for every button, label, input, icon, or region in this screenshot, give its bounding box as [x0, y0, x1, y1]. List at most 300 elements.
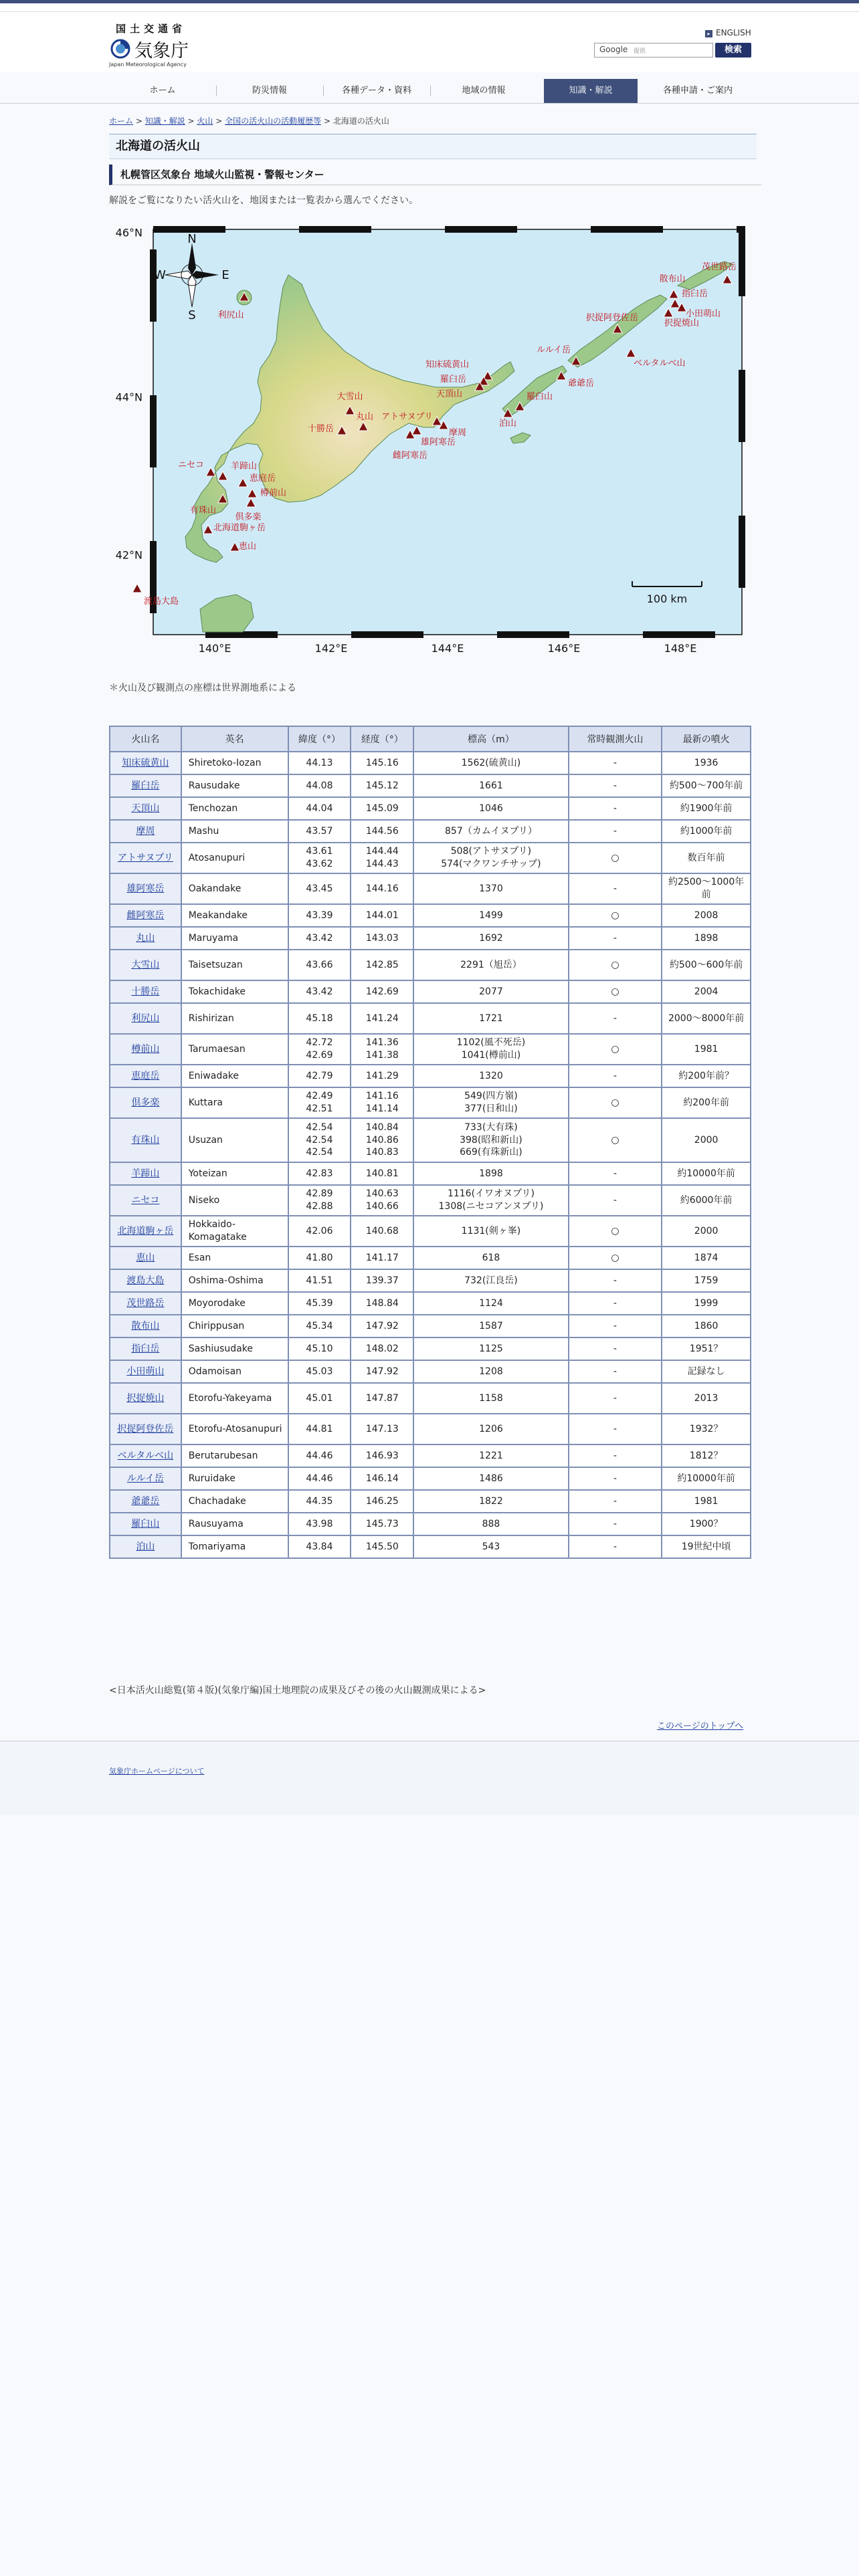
- volcano-name-cell: [110, 1034, 181, 1065]
- volcano-link[interactable]: 利尻山: [131, 1012, 160, 1024]
- volcano-name-cell: [110, 1315, 181, 1337]
- volcano-map-label[interactable]: 小田萌山: [686, 309, 721, 319]
- breadcrumb-sep: >: [185, 116, 197, 126]
- latitude-cell: 42.54 42.54 42.54: [288, 1118, 351, 1162]
- volcano-name-cell: [110, 1269, 181, 1292]
- english-name-cell: Tarumaesan: [181, 1034, 288, 1065]
- longitude-cell: 146.25: [351, 1490, 413, 1513]
- volcano-name-cell: [110, 1185, 181, 1216]
- elevation-cell: 1131(剣ヶ峯): [413, 1216, 568, 1247]
- table-row: [110, 1269, 751, 1292]
- compass-s: S: [188, 308, 196, 322]
- page-top-link[interactable]: このページのトップへ: [657, 1721, 744, 1731]
- english-name-cell: Etorofu-Atosanupuri: [181, 1414, 288, 1444]
- volcano-map-label[interactable]: 雄阿寒岳: [421, 437, 456, 447]
- volcano-marker[interactable]: [132, 584, 142, 593]
- volcano-name-cell: [110, 1414, 181, 1444]
- breadcrumb-knowledge[interactable]: 知識・解説: [145, 116, 185, 126]
- volcano-map-label[interactable]: 羊蹄山: [231, 461, 258, 471]
- elevation-cell: 618: [413, 1247, 568, 1269]
- table-row: [110, 1414, 751, 1444]
- elevation-cell: 732(江良岳): [413, 1269, 568, 1292]
- english-name-cell: Rausuyama: [181, 1513, 288, 1535]
- breadcrumb-history[interactable]: 全国の活火山の活動履歴等: [225, 116, 322, 126]
- latest-eruption-cell: 2000: [662, 1118, 751, 1162]
- longitude-cell: 141.16 141.14: [351, 1087, 413, 1118]
- col-header: 最新の噴火: [662, 726, 751, 752]
- volcano-link[interactable]: 択捉阿登佐岳: [117, 1423, 174, 1434]
- english-name-cell: Sashiusudake: [181, 1337, 288, 1360]
- volcano-name-cell: [110, 1444, 181, 1467]
- breadcrumb-sep: >: [213, 116, 225, 126]
- elevation-cell: 1721: [413, 1003, 568, 1034]
- volcano-name-cell: [110, 950, 181, 980]
- elevation-cell: 2077: [413, 980, 568, 1003]
- latitude-cell: 43.57: [288, 820, 351, 843]
- latest-eruption-cell: 約2500～1000年前: [662, 873, 751, 904]
- elevation-cell: 1208: [413, 1360, 568, 1383]
- breadcrumb-volcano[interactable]: 火山: [197, 116, 213, 126]
- longitude-cell: 140.84 140.86 140.83: [351, 1118, 413, 1162]
- latest-eruption-cell: 1981: [662, 1034, 751, 1065]
- english-name-cell: Odamoisan: [181, 1360, 288, 1383]
- nav-data[interactable]: 各種データ・資料: [323, 79, 430, 103]
- nav-divider: [0, 103, 859, 104]
- volcano-link[interactable]: 恵庭岳: [131, 1070, 160, 1081]
- latitude-cell: 42.79: [288, 1065, 351, 1087]
- latitude-cell: 43.61 43.62: [288, 843, 351, 873]
- logo-agency-name: 気象庁: [134, 41, 189, 62]
- volcano-map-label[interactable]: 雌阿寒岳: [392, 451, 428, 461]
- table-row: [110, 1383, 751, 1414]
- elevation-cell: 733(大有珠) 398(昭和新山) 669(有珠新山): [413, 1118, 568, 1162]
- volcano-link[interactable]: 十勝岳: [131, 986, 160, 997]
- volcano-link[interactable]: ニセコ: [131, 1194, 160, 1206]
- volcano-link[interactable]: 茂世路岳: [126, 1297, 165, 1309]
- latitude-cell: 44.08: [288, 774, 351, 797]
- elevation-cell: 1898: [413, 1162, 568, 1185]
- table-row: [110, 1513, 751, 1535]
- table-row: [110, 1360, 751, 1383]
- longitude-cell: 148.02: [351, 1337, 413, 1360]
- english-name-cell: Oshima-Oshima: [181, 1269, 288, 1292]
- english-name-cell: Maruyama: [181, 927, 288, 950]
- longitude-cell: 147.13: [351, 1414, 413, 1444]
- english-link-label: ENGLISH: [716, 28, 751, 37]
- latest-eruption-cell: 1981: [662, 1490, 751, 1513]
- latest-eruption-cell: 約200年前？: [662, 1065, 751, 1087]
- table-header-row: [110, 726, 751, 752]
- longitude-cell: 140.63 140.66: [351, 1185, 413, 1216]
- search-placeholder: 提供: [634, 48, 646, 55]
- compass-e: E: [221, 268, 229, 282]
- volcano-link[interactable]: 択捉焼山: [126, 1392, 165, 1404]
- elevation-cell: 2291（旭岳）: [413, 950, 568, 980]
- latitude-cell: 42.49 42.51: [288, 1087, 351, 1118]
- volcano-map-label[interactable]: 北海道駒ヶ岳: [213, 523, 266, 533]
- english-name-cell: Tokachidake: [181, 980, 288, 1003]
- english-name-cell: Eniwadake: [181, 1065, 288, 1087]
- col-header: 火山名: [110, 726, 181, 752]
- volcano-map-label[interactable]: ニセコ: [177, 460, 204, 470]
- monitoring-cell: -: [569, 1185, 662, 1216]
- volcano-link[interactable]: 恵山: [136, 1252, 155, 1263]
- volcano-name-cell: [110, 1383, 181, 1414]
- elevation-cell: 1562(硫黄山): [413, 752, 568, 774]
- latest-eruption-cell: 2000: [662, 1216, 751, 1247]
- table-row: [110, 843, 751, 873]
- elevation-cell: 1102(風不死岳) 1041(樽前山): [413, 1034, 568, 1065]
- volcano-map-label[interactable]: 利尻山: [217, 310, 244, 320]
- longitude-cell: 143.03: [351, 927, 413, 950]
- monitoring-cell: -: [569, 1337, 662, 1360]
- volcano-map-label[interactable]: 択捉阿登佐岳: [585, 313, 639, 323]
- longitude-cell: 146.14: [351, 1467, 413, 1490]
- latitude-cell: 42.83: [288, 1162, 351, 1185]
- col-header: 常時観測火山: [569, 726, 662, 752]
- volcano-map-label[interactable]: 茂世路岳: [701, 262, 737, 272]
- latitude-cell: 44.46: [288, 1444, 351, 1467]
- volcano-link[interactable]: 摩周: [136, 825, 155, 837]
- latitude-cell: 44.13: [288, 752, 351, 774]
- longitude-cell: 141.29: [351, 1065, 413, 1087]
- arrow-icon: ▸: [705, 30, 712, 37]
- latitude-cell: 43.39: [288, 904, 351, 927]
- breadcrumb-current: 北海道の活火山: [332, 116, 389, 126]
- english-name-cell: Shiretoko-Iozan: [181, 752, 288, 774]
- volcano-link[interactable]: 樽前山: [131, 1043, 160, 1055]
- english-name-cell: Etorofu-Yakeyama: [181, 1383, 288, 1414]
- monitoring-cell: -: [569, 797, 662, 820]
- breadcrumb-sep: >: [321, 116, 333, 126]
- jma-emblem-icon: [110, 39, 130, 59]
- nav-regional[interactable]: 地域の情報: [430, 79, 537, 103]
- volcano-link[interactable]: 雄阿寒岳: [126, 883, 165, 894]
- latest-eruption-cell: 1874: [662, 1247, 751, 1269]
- nav-home[interactable]: ホーム: [149, 86, 176, 96]
- elevation-cell: 1116(イワオヌプリ) 1308(ニセコアンヌプリ): [413, 1185, 568, 1216]
- col-header: 英名: [181, 726, 288, 752]
- latest-eruption-cell: 約6000年前: [662, 1185, 751, 1216]
- table-row: [110, 1247, 751, 1269]
- volcano-name-cell: [110, 1513, 181, 1535]
- table-row: [110, 873, 751, 904]
- volcano-name-cell: [110, 980, 181, 1003]
- volcano-link[interactable]: アトサヌプリ: [117, 852, 173, 863]
- volcano-link[interactable]: 羊蹄山: [131, 1168, 160, 1179]
- volcano-map-label[interactable]: 丸山: [355, 412, 374, 422]
- volcano-name-cell: [110, 774, 181, 797]
- latitude-cell: 45.18: [288, 1003, 351, 1034]
- monitoring-cell: -: [569, 1360, 662, 1383]
- latitude-cell: 44.35: [288, 1490, 351, 1513]
- monitoring-cell: -: [569, 1315, 662, 1337]
- longitude-cell: 147.92: [351, 1315, 413, 1337]
- volcano-link[interactable]: 羅臼岳: [131, 780, 160, 791]
- table-row: [110, 1162, 751, 1185]
- table-row: [110, 752, 751, 774]
- table-row: [110, 1535, 751, 1558]
- volcano-link[interactable]: 大雪山: [131, 959, 160, 970]
- elevation-cell: 1486: [413, 1467, 568, 1490]
- volcano-map-label[interactable]: 大雪山: [337, 392, 363, 402]
- monitoring-cell: -: [569, 1162, 662, 1185]
- table-row: [110, 820, 751, 843]
- lat-label-46: 46°N: [115, 226, 142, 239]
- table-row: [110, 904, 751, 927]
- table-row: [110, 797, 751, 820]
- table-row: [110, 1467, 751, 1490]
- longitude-cell: 145.73: [351, 1513, 413, 1535]
- longitude-cell: 140.68: [351, 1216, 413, 1247]
- english-name-cell: Taisetsuzan: [181, 950, 288, 980]
- volcano-map-label[interactable]: 指臼岳: [682, 289, 708, 299]
- table-row: [110, 1118, 751, 1162]
- english-name-cell: Berutarubesan: [181, 1444, 288, 1467]
- english-name-cell: Moyorodake: [181, 1292, 288, 1315]
- latitude-cell: 44.46: [288, 1467, 351, 1490]
- english-name-cell: Usuzan: [181, 1118, 288, 1162]
- volcano-link[interactable]: 有珠山: [131, 1134, 160, 1146]
- monitoring-cell: -: [569, 1490, 662, 1513]
- longitude-cell: 148.84: [351, 1292, 413, 1315]
- monitoring-cell: -: [569, 1383, 662, 1414]
- latest-eruption-cell: 約1000年前: [662, 820, 751, 843]
- volcano-map-label[interactable]: 有珠山: [189, 506, 216, 516]
- lat-label-44: 44°N: [115, 391, 142, 404]
- volcano-name-cell: [110, 1535, 181, 1558]
- volcano-link[interactable]: ベルタルベ山: [117, 1450, 174, 1461]
- logo-english-name: Japan Meteorological Agency: [109, 62, 187, 68]
- latest-eruption-cell: 1759: [662, 1269, 751, 1292]
- volcano-name-cell: [110, 797, 181, 820]
- latest-eruption-cell: 約500～600年前: [662, 950, 751, 980]
- latitude-cell: 43.42: [288, 927, 351, 950]
- volcano-map-label[interactable]: アトサヌプリ: [381, 412, 433, 422]
- volcano-link[interactable]: 天頂山: [131, 802, 160, 814]
- volcano-map-label[interactable]: 天頂山: [436, 389, 462, 399]
- elevation-cell: 549(四方嶺) 377(日和山): [413, 1087, 568, 1118]
- english-name-cell: Meakandake: [181, 904, 288, 927]
- volcano-link[interactable]: ルルイ岳: [126, 1473, 164, 1484]
- english-name-cell: Esan: [181, 1247, 288, 1269]
- volcano-name-cell: [110, 1216, 181, 1247]
- volcano-map-label[interactable]: ベルタルベ山: [634, 358, 686, 368]
- lon-label-142: 142°E: [314, 642, 348, 655]
- volcano-map-label[interactable]: 泊山: [498, 419, 517, 429]
- volcano-link[interactable]: 丸山: [136, 932, 155, 944]
- elevation-cell: 1046: [413, 797, 568, 820]
- longitude-cell: 142.85: [351, 950, 413, 980]
- table-row: [110, 980, 751, 1003]
- latitude-cell: 42.72 42.69: [288, 1034, 351, 1065]
- latitude-cell: 45.03: [288, 1360, 351, 1383]
- lat-label-42: 42°N: [115, 548, 142, 562]
- volcano-name-cell: [110, 904, 181, 927]
- monitoring-cell: -: [569, 1065, 662, 1087]
- latitude-cell: 45.39: [288, 1292, 351, 1315]
- page-title: 北海道の活火山: [109, 134, 757, 159]
- jma-logo[interactable]: [109, 21, 209, 68]
- volcano-map-label[interactable]: 択捉焼山: [664, 318, 700, 328]
- longitude-cell: 145.09: [351, 797, 413, 820]
- table-row: [110, 1185, 751, 1216]
- english-name-cell: Chirippusan: [181, 1315, 288, 1337]
- latest-eruption-cell: 2004: [662, 980, 751, 1003]
- volcano-map-label[interactable]: 知床硫黄山: [425, 360, 469, 370]
- table-row: [110, 1315, 751, 1337]
- table-row: [110, 1003, 751, 1034]
- volcano-link[interactable]: 知床硫黄山: [122, 757, 169, 768]
- volcano-map-label[interactable]: 恵山: [239, 542, 257, 552]
- volcano-map-label[interactable]: 渡島大島: [144, 597, 179, 607]
- monitoring-cell: ○: [569, 950, 662, 980]
- monitoring-cell: -: [569, 1269, 662, 1292]
- breadcrumb-sep: >: [133, 116, 145, 126]
- table-row: [110, 774, 751, 797]
- volcano-map-label[interactable]: 羅臼岳: [440, 374, 466, 385]
- elevation-cell: 1692: [413, 927, 568, 950]
- volcano-link[interactable]: 渡島大島: [126, 1275, 165, 1286]
- english-name-cell: Kuttara: [181, 1087, 288, 1118]
- coordinate-note: ＊火山及び観測点の座標は世界測地系による: [109, 683, 296, 693]
- table-row: [110, 950, 751, 980]
- volcano-link[interactable]: 雌阿寒岳: [126, 909, 165, 921]
- monitoring-cell: ○: [569, 1087, 662, 1118]
- volcano-map-label[interactable]: 羅臼山: [527, 392, 553, 402]
- volcano-map-label[interactable]: 散布山: [659, 274, 686, 284]
- lon-label-140: 140°E: [198, 642, 231, 655]
- elevation-cell: 1206: [413, 1414, 568, 1444]
- longitude-cell: 144.16: [351, 873, 413, 904]
- logo-ministry: 国土交通省: [116, 23, 187, 35]
- main-nav: [109, 79, 751, 103]
- breadcrumb-home[interactable]: ホーム: [109, 116, 134, 126]
- lon-label-148: 148°E: [664, 642, 697, 655]
- latest-eruption-cell: 1999: [662, 1292, 751, 1315]
- latest-eruption-cell: 1898: [662, 927, 751, 950]
- volcano-name-cell: [110, 1003, 181, 1034]
- english-name-cell: Chachadake: [181, 1490, 288, 1513]
- volcano-map-label[interactable]: 摩周: [449, 428, 467, 438]
- elevation-cell: 543: [413, 1535, 568, 1558]
- monitoring-cell: -: [569, 1467, 662, 1490]
- english-name-cell: Mashu: [181, 820, 288, 843]
- latest-eruption-cell: 約200年前: [662, 1087, 751, 1118]
- compass-n: N: [187, 232, 197, 246]
- lon-label-146: 146°E: [547, 642, 581, 655]
- volcano-map-label[interactable]: 倶多楽: [235, 512, 262, 522]
- monitoring-cell: ○: [569, 980, 662, 1003]
- volcano-link[interactable]: 小田萌山: [126, 1366, 165, 1377]
- english-name-cell: Tenchozan: [181, 797, 288, 820]
- elevation-cell: 857（カムイヌプリ）: [413, 820, 568, 843]
- latest-eruption-cell: 1860: [662, 1315, 751, 1337]
- volcano-map-label[interactable]: 爺爺岳: [568, 379, 595, 389]
- scale-label: 100 km: [646, 593, 688, 605]
- monitoring-cell: -: [569, 820, 662, 843]
- top-strip: [0, 3, 859, 12]
- latest-eruption-cell: 約500～700年前: [662, 774, 751, 797]
- volcano-link[interactable]: 指臼岳: [131, 1343, 160, 1354]
- table-row: [110, 1087, 751, 1118]
- elevation-cell: 1221: [413, 1444, 568, 1467]
- volcano-name-cell: [110, 752, 181, 774]
- monitoring-cell: -: [569, 1414, 662, 1444]
- elevation-cell: 1370: [413, 873, 568, 904]
- latest-eruption-cell: 19世紀中頃: [662, 1535, 751, 1558]
- latest-eruption-cell: 2013: [662, 1383, 751, 1414]
- nav-applications[interactable]: 各種申請・ご案内: [662, 86, 733, 96]
- volcano-name-cell: [110, 1087, 181, 1118]
- search-button[interactable]: 検索: [715, 43, 751, 58]
- longitude-cell: 147.92: [351, 1360, 413, 1383]
- map-sea: [153, 229, 742, 635]
- latest-eruption-cell: 記録なし: [662, 1360, 751, 1383]
- latest-eruption-cell: 2000～8000年前: [662, 1003, 751, 1034]
- latitude-cell: 41.80: [288, 1247, 351, 1269]
- table-row: [110, 1444, 751, 1467]
- volcano-map: [109, 223, 751, 664]
- latitude-cell: 44.81: [288, 1414, 351, 1444]
- latest-eruption-cell: 1951？: [662, 1337, 751, 1360]
- volcano-link[interactable]: 倶多楽: [131, 1097, 160, 1108]
- volcano-map-label[interactable]: ルルイ岳: [536, 345, 571, 355]
- longitude-cell: 141.17: [351, 1247, 413, 1269]
- monitoring-cell: ○: [569, 904, 662, 927]
- elevation-cell: 1158: [413, 1383, 568, 1414]
- volcano-map-label[interactable]: 恵庭岳: [250, 473, 276, 484]
- volcano-link[interactable]: 爺爺岳: [131, 1495, 160, 1507]
- volcano-name-cell: [110, 1360, 181, 1383]
- latitude-cell: 45.01: [288, 1383, 351, 1414]
- english-name-cell: Atosanupuri: [181, 843, 288, 873]
- english-name-cell: Rishirizan: [181, 1003, 288, 1034]
- elevation-cell: 1320: [413, 1065, 568, 1087]
- english-name-cell: Hokkaido-Komagatake: [181, 1216, 288, 1247]
- volcano-link[interactable]: 泊山: [136, 1541, 155, 1552]
- volcano-name-cell: [110, 1467, 181, 1490]
- volcano-name-cell: [110, 1247, 181, 1269]
- footer-about-link[interactable]: 気象庁ホームページについて: [109, 1767, 205, 1776]
- elevation-cell: 1661: [413, 774, 568, 797]
- latest-eruption-cell: 数百年前: [662, 843, 751, 873]
- longitude-cell: 146.93: [351, 1444, 413, 1467]
- nav-knowledge[interactable]: 知識・解説: [544, 79, 638, 103]
- longitude-cell: 141.24: [351, 1003, 413, 1034]
- english-link[interactable]: [705, 28, 751, 37]
- longitude-cell: 145.12: [351, 774, 413, 797]
- intro-text: 解説をご覧になりたい活火山を、地図または一覧表から選んでください。: [109, 195, 418, 206]
- longitude-cell: 140.81: [351, 1162, 413, 1185]
- volcano-link[interactable]: 北海道駒ヶ岳: [117, 1225, 174, 1237]
- volcano-map-label[interactable]: 樽前山: [260, 488, 287, 498]
- search-input[interactable]: [594, 43, 713, 58]
- volcano-link[interactable]: 散布山: [131, 1320, 160, 1331]
- volcano-name-cell: [110, 1065, 181, 1087]
- volcano-map-label[interactable]: 十勝岳: [307, 424, 334, 434]
- longitude-cell: 144.01: [351, 904, 413, 927]
- nav-disaster-info[interactable]: 防災情報: [216, 79, 323, 103]
- volcano-link[interactable]: 羅臼山: [131, 1518, 160, 1529]
- english-name-cell: Tomariyama: [181, 1535, 288, 1558]
- monitoring-cell: ○: [569, 1247, 662, 1269]
- monitoring-cell: -: [569, 1292, 662, 1315]
- table-row: [110, 1216, 751, 1247]
- longitude-cell: 142.69: [351, 980, 413, 1003]
- monitoring-cell: -: [569, 1513, 662, 1535]
- latest-eruption-cell: 1936: [662, 752, 751, 774]
